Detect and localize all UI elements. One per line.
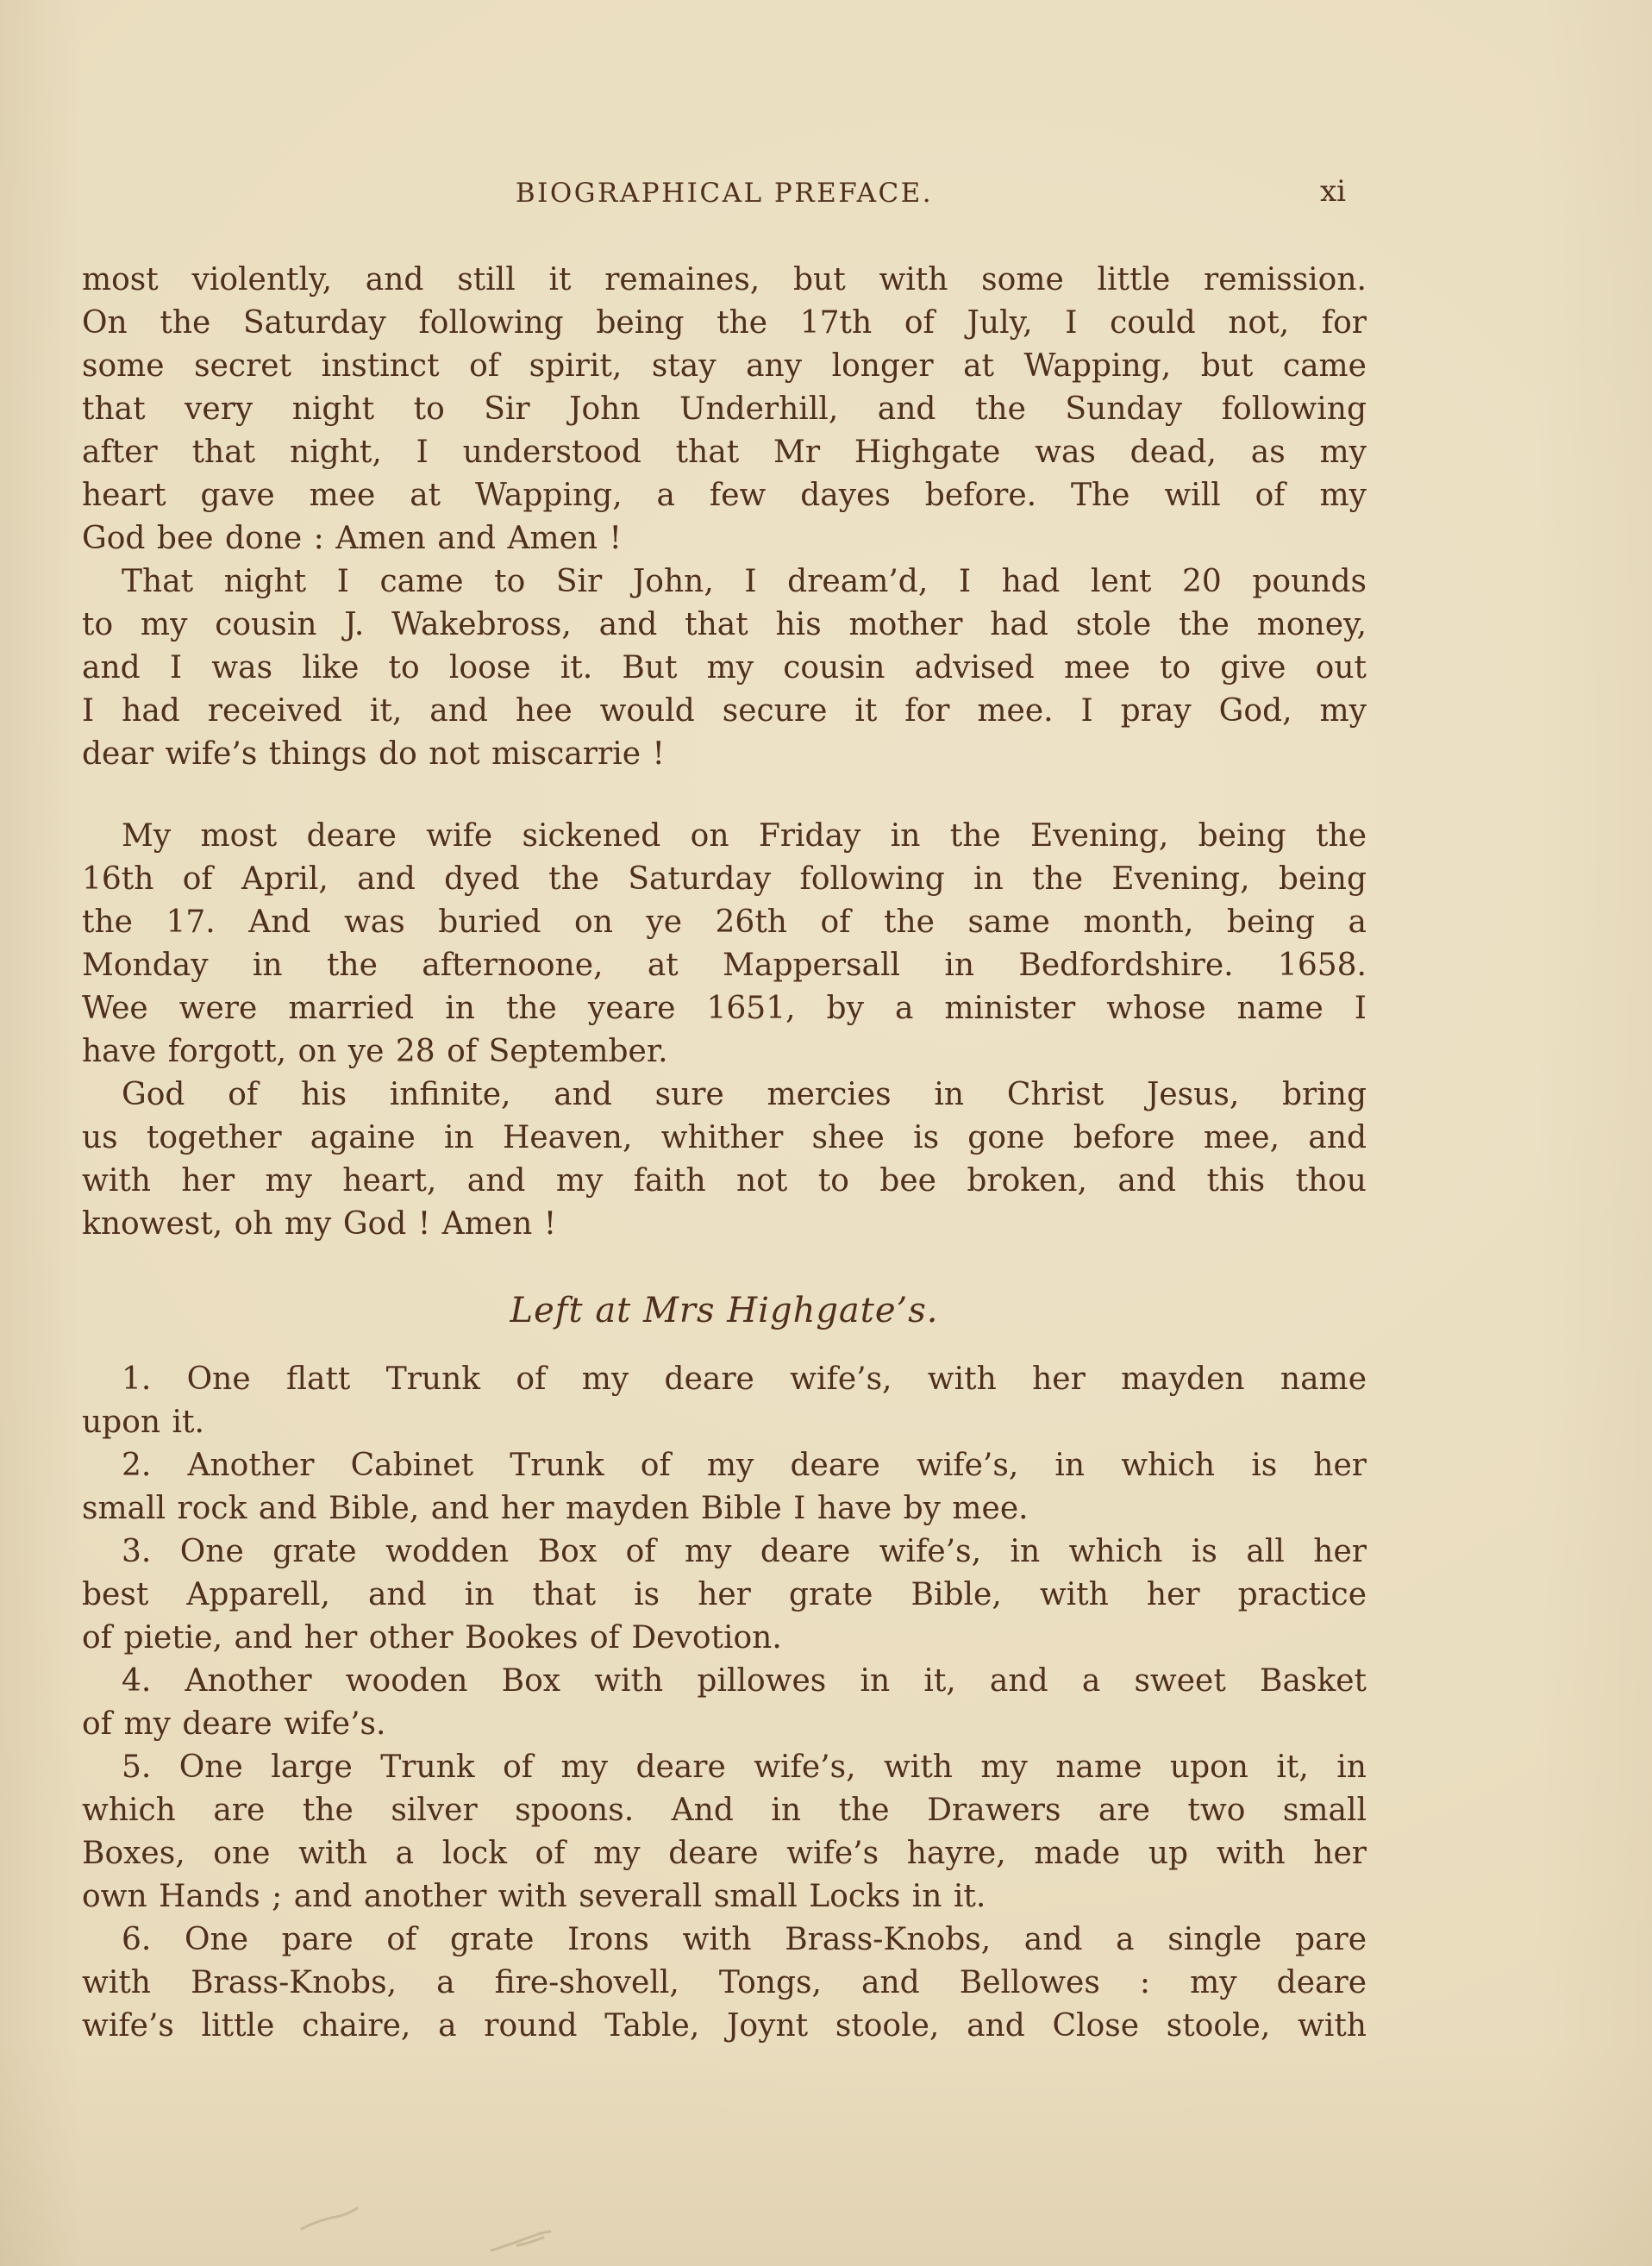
section-heading: Left at Mrs Highgate’s. [510,1291,939,1330]
text-line: 3. One grate wodden Box of my deare wife’s, in which is all her [122,1534,1367,1569]
page-header [82,174,1367,219]
text-line: Boxes, one with a lock of my deare wife’s hayre, made up with her [82,1836,1367,1871]
inventory-item [82,1660,1367,1746]
text-line: of pietie, and her other Bookes of Devotion. [82,1620,782,1656]
text-line: Wee were married in the yeare 1651, by a minister whose name I [82,991,1367,1026]
page-content [82,174,1367,2048]
text-line: 1. One flatt Trunk of my deare wife’s, with her mayden name [122,1361,1367,1397]
text-line: 2. Another Cabinet Trunk of my deare wife’s, in which is her [122,1448,1367,1483]
text-line: us together againe in Heaven, whither shee is gone before mee, and [82,1120,1367,1155]
text-line: the 17. And was buried on ye 26th of the same month, being a [82,905,1367,940]
text-line: most violently, and still it remaines, but with some little remission. [82,262,1367,297]
text-line: Monday in the afternoone, at Mappersall in Bedfordshire. 1658. [82,948,1367,983]
text-line: 4. Another wooden Box with pillowes in it, and a sweet Basket [122,1663,1367,1699]
text-line: 6. One pare of grate Irons with Brass-Knobs, and a single pare [122,1922,1367,1957]
text-line: That night I came to Sir John, I dream’d, I had lent 20 pounds [122,564,1367,599]
text-line: have forgott, on ye 28 of September. [82,1034,668,1069]
inventory-item [82,1746,1367,1919]
text-line: I had received it, and hee would secure it for mee. I pray God, my [82,693,1367,729]
inventory-item [82,1919,1367,2048]
text-line: of my deare wife’s. [82,1706,386,1742]
paragraph [82,815,1367,1074]
inventory-item [82,1358,1367,1444]
text-line: 5. One large Trunk of my deare wife’s, with my name upon it, in [122,1750,1367,1785]
text-line: own Hands ; and another with severall small Locks in it. [82,1879,986,1914]
text-line: small rock and Bible, and her mayden Bible I have by mee. [82,1491,1029,1526]
text-line: dear wife’s things do not miscarrie ! [82,736,665,772]
text-line: On the Saturday following being the 17th of July, I could not, for [82,305,1367,341]
text-line: with Brass-Knobs, a fire-shovell, Tongs, and Bellowes : my deare [82,1965,1367,2000]
text-line: My most deare wife sickened on Friday in the Evening, being the [122,818,1367,854]
text-line: and I was like to loose it. But my cousin advised mee to give out [82,650,1367,685]
text-line: God bee done : Amen and Amen ! [82,521,622,556]
inventory-item [82,1444,1367,1530]
text-line: to my cousin J. Wakebross, and that his mother had stole the money, [82,607,1367,642]
text-line: that very night to Sir John Underhill, and the Sunday following [82,391,1367,427]
text-line: after that night, I understood that Mr Highgate was dead, as my [82,435,1367,470]
text-line: knowest, oh my God ! Amen ! [82,1206,557,1242]
text-line: with her my heart, and my faith not to bee broken, and this thou [82,1163,1367,1199]
inventory-item [82,1530,1367,1660]
paragraph [82,1074,1367,1246]
text-block [82,259,1367,2048]
text-line: which are the silver spoons. And in the Drawers are two small [82,1793,1367,1828]
text-line: heart gave mee at Wapping, a few dayes before. The will of my [82,478,1367,513]
paragraph [82,259,1367,560]
page-number: xi [1319,174,1346,209]
running-title: BIOGRAPHICAL PREFACE. [515,178,934,209]
text-line: upon it. [82,1405,204,1440]
text-line: some secret instinct of spirit, stay any longer at Wapping, but came [82,348,1367,384]
text-line: best Apparell, and in that is her grate Bible, with her practice [82,1577,1367,1612]
text-line: God of his infinite, and sure mercies in Christ Jesus, bring [122,1077,1367,1112]
text-line: 16th of April, and dyed the Saturday following in the Evening, being [82,861,1367,897]
text-line: wife’s little chaire, a round Table, Joynt stoole, and Close stoole, with [82,2008,1367,2044]
paragraph [82,560,1367,776]
